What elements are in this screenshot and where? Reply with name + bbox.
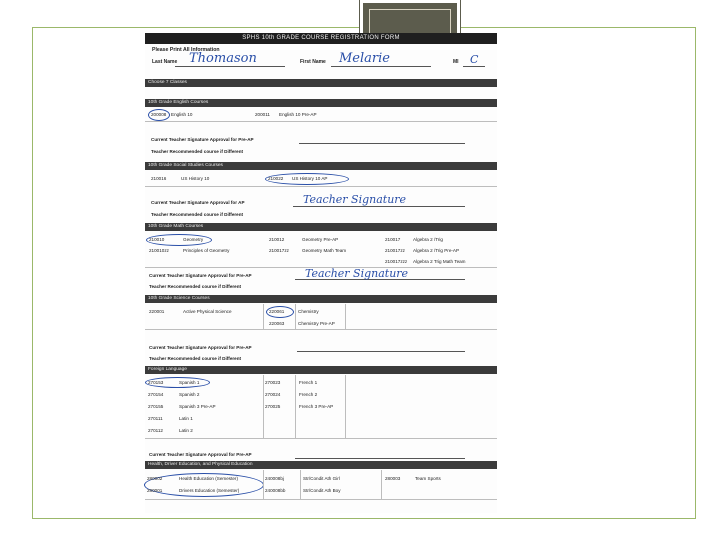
language-code: 270024	[265, 392, 281, 397]
last-name-handwritten: Thomason	[189, 51, 257, 66]
social-code-1: 210016	[151, 176, 167, 181]
social-sig-label: Current Teacher Signature Approval for AP	[151, 200, 245, 205]
english-header: 10th Grade English Courses	[145, 99, 497, 107]
column-divider	[295, 304, 296, 330]
science-sig-label: Current Teacher Signature Approval for Pre-AP	[149, 345, 252, 350]
english-sig-label: Current Teacher Signature Approval for Pre-AP	[151, 137, 254, 142]
health-code: 280001	[147, 488, 163, 493]
social-rec-label: Teacher Recommended course if Different	[151, 212, 244, 217]
column-divider	[381, 470, 382, 500]
english-course-2: English 10 Pre-AP	[279, 112, 317, 117]
language-course: Spanish 3 Pre-AP	[179, 404, 216, 409]
first-name-handwritten: Melarie	[339, 51, 390, 66]
health-course: Drivers Education (Semester)	[179, 488, 240, 493]
math-code-6: 210017zz	[385, 248, 405, 253]
column-divider	[295, 375, 296, 439]
language-course: French 2	[299, 392, 318, 397]
science-code-3: 220063	[269, 321, 285, 326]
column-divider	[300, 470, 301, 500]
language-code: 270023	[265, 380, 281, 385]
last-name-label: Last Name	[152, 59, 178, 65]
language-course: French 3 Pre-AP	[299, 404, 334, 409]
language-course: Latin 2	[179, 428, 193, 433]
math-course-1: Geometry	[183, 237, 204, 242]
divider	[145, 329, 497, 330]
math-course-7: Algebra 2 Trig Math Team	[413, 259, 466, 264]
science-code-1: 220001	[149, 309, 165, 314]
health-header: Health, Driver Education, and Physical Education	[145, 461, 497, 469]
mi-line	[463, 66, 485, 67]
column-divider	[263, 470, 264, 500]
first-name-line	[331, 66, 431, 67]
science-course-3: Chemistry Pre-AP	[298, 321, 335, 326]
math-course-6: Algebra 2 /Trig Pre-AP	[413, 248, 460, 253]
health-course: Team Sports	[415, 476, 441, 481]
social-header: 10th Grade Social Studies Courses	[145, 162, 497, 170]
health-code: 280002	[147, 476, 163, 481]
mi-handwritten: C	[470, 53, 479, 66]
divider	[145, 499, 497, 500]
column-divider	[345, 375, 346, 439]
circle-geometry	[146, 234, 212, 246]
english-code-2: 200011	[255, 112, 270, 117]
health-code: 280003	[385, 476, 401, 481]
circle-chemistry	[266, 306, 294, 318]
health-code: 240008bb	[265, 488, 286, 493]
language-course: Spanish 2	[179, 392, 200, 397]
science-course-1: Active Physical Science	[183, 309, 232, 314]
language-code: 270153	[148, 380, 164, 385]
math-rec-label: Teacher Recommended course if Different	[149, 284, 242, 289]
math-course-4: Principles of Geometry	[183, 248, 230, 253]
signature-line	[293, 206, 465, 207]
math-header: 10th Grade Math Courses	[145, 223, 497, 231]
science-header: 10th Grade Science Courses	[145, 295, 497, 303]
column-divider	[345, 304, 346, 330]
circle-us-history-ap	[265, 173, 349, 185]
language-code: 270112	[148, 428, 163, 433]
math-code-3: 210017	[385, 237, 401, 242]
column-divider	[263, 375, 264, 439]
health-code: 240008bj	[265, 476, 284, 481]
science-course-2: Chemistry	[298, 309, 319, 314]
circle-english-10	[148, 109, 170, 121]
science-code-2: 220061	[269, 309, 285, 314]
last-name-line	[175, 66, 285, 67]
health-course: Str/Condit Ath Girl	[303, 476, 340, 481]
math-course-3: Algebra 2 /Trig	[413, 237, 443, 242]
language-course: French 1	[299, 380, 318, 385]
language-code: 270155	[148, 404, 164, 409]
math-code-2: 210012	[269, 237, 285, 242]
language-course: Spanish 1	[179, 380, 200, 385]
english-code-1: 200008	[151, 112, 167, 117]
choose-classes-bar: Choose 7 Classes	[145, 79, 497, 87]
column-divider	[263, 304, 264, 330]
math-course-5: Geometry Math Team	[302, 248, 347, 253]
signature-line	[295, 458, 465, 459]
math-code-5: 210017zz	[269, 248, 289, 253]
language-code: 270111	[148, 416, 163, 421]
language-code: 270025	[265, 404, 281, 409]
english-rec-label: Teacher Recommended course if Different	[151, 149, 244, 154]
divider	[145, 438, 497, 439]
language-course: Latin 1	[179, 416, 193, 421]
signature-line	[299, 143, 465, 144]
language-code: 270154	[148, 392, 164, 397]
math-code-4: 210010zz	[149, 248, 169, 253]
social-handwritten-signature: Teacher Signature	[303, 193, 407, 206]
first-name-label: First Name	[300, 59, 326, 65]
math-sig-label: Current Teacher Signature Approval for Pre-AP	[149, 273, 252, 278]
social-course-1: US History 10	[181, 176, 210, 181]
health-course: Health Education (Semester)	[179, 476, 238, 481]
social-code-2: 210022	[268, 176, 284, 181]
mi-label: MI	[453, 59, 459, 65]
print-info-label: Please Print All Information	[152, 47, 220, 53]
signature-line	[297, 351, 465, 352]
social-course-2: US History 10 AP	[292, 176, 328, 181]
health-course: Str/Condit Ath Boy	[303, 488, 341, 493]
form-title: SPHS 10th GRADE COURSE REGISTRATION FORM	[145, 33, 497, 44]
divider	[145, 121, 497, 122]
math-code-7: 210017zzz	[385, 259, 408, 264]
science-rec-label: Teacher Recommended course if Different	[149, 356, 242, 361]
english-course-1: English 10	[171, 112, 193, 117]
math-handwritten-signature: Teacher Signature	[305, 267, 409, 280]
math-course-2: Geometry Pre-AP	[302, 237, 339, 242]
divider	[145, 186, 497, 187]
language-header: Foreign Language	[145, 366, 497, 374]
language-sig-label: Current Teacher Signature Approval for Pre-AP	[149, 452, 252, 457]
registration-form-scan	[145, 33, 497, 513]
math-code-1: 210010	[149, 237, 165, 242]
